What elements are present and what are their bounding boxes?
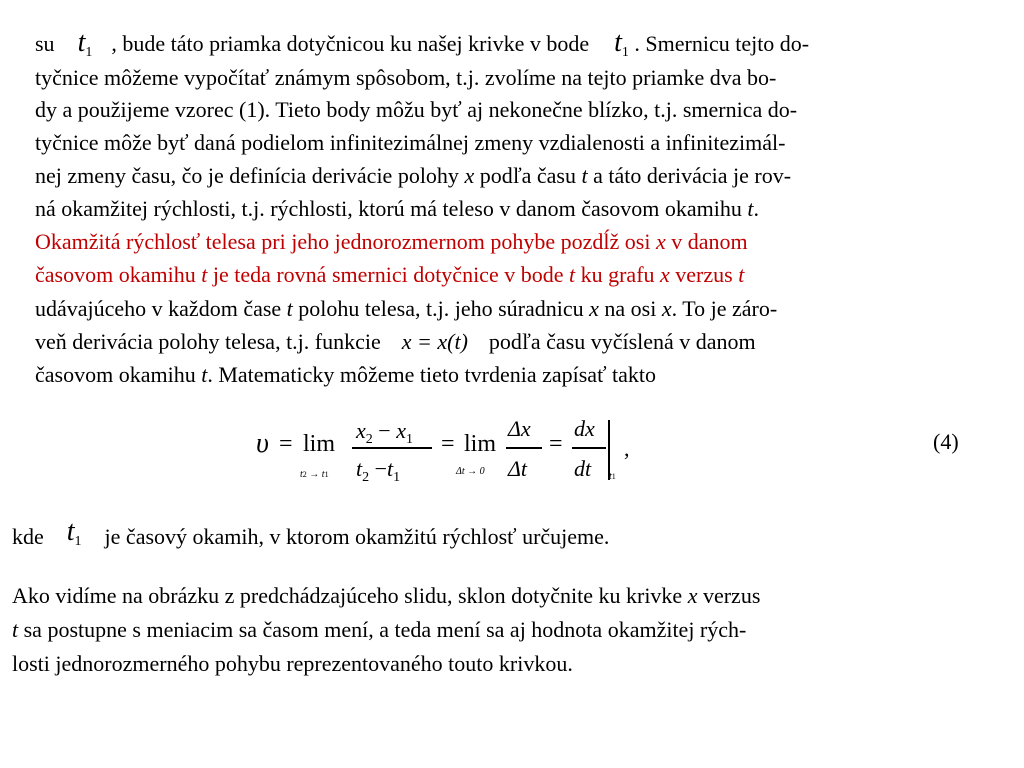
para1-line-11: časovom okamihu t. Matematicky môžeme tieto tvrdenia zapísať takto <box>35 362 656 387</box>
equation-number: (4) <box>933 429 959 454</box>
evaluation-point: t1 <box>609 471 616 482</box>
text: , bude táto priamka dotyčnicou ku našej krivke v bode <box>111 31 590 56</box>
equals-sign: = <box>279 431 293 457</box>
fraction2-numerator: Δx <box>508 416 531 441</box>
para1-line-9: udávajúceho v každom čase t polohu telesa, t.j. jeho súradnicu x na osi x. To je záro- <box>35 296 778 321</box>
fraction1-denominator: $t_2 -t_1$ <box>356 456 401 485</box>
x-equals-xt: x = x(t) <box>401 329 468 354</box>
para2-line: kde t1 je časový okamih, v ktorom okamžitú rýchlosť určujeme. <box>12 516 610 549</box>
t1-symbol: t1 <box>77 27 93 60</box>
fraction1-numerator: $x_2 - x_1$ <box>356 418 413 447</box>
fraction3-bar <box>572 447 606 449</box>
velocity-symbol: υ <box>256 428 269 459</box>
text: . Smernicu tejto do- <box>634 31 810 56</box>
lim-subscript: t2 → t1 <box>300 469 329 480</box>
para3-line-2: t sa postupne s meniacim sa časom mení, a teda mení sa aj hodnota okamžitej rých- <box>12 617 747 642</box>
para3-line-3: losti jednorozmerného pohybu reprezentovaného touto krivkou. <box>12 651 573 676</box>
fraction2-bar <box>506 447 542 449</box>
definition-line-2: časovom okamihu t je teda rovná smernici dotyčnice v bode t ku grafu x verzus t <box>35 262 745 287</box>
para1-line-10: veň derivácia polohy telesa, t.j. funkcie x = x(t) podľa času vyčíslená v danom <box>35 329 756 354</box>
para1-line-4: tyčnice môže byť daná podielom infinitezimálnej zmeny vzdialenosti a infinitezimál- <box>35 130 786 155</box>
equals-sign: = <box>549 431 563 457</box>
para1-line-2: tyčnice môžeme vypočítať známym spôsobom, t.j. zvolíme na tejto priamke dva bo- <box>35 65 777 90</box>
lim-operator: lim <box>464 431 497 457</box>
lim-subscript: Δt → 0 <box>456 466 485 477</box>
definition-line-1: Okamžitá rýchlosť telesa pri jeho jednorozmernom pohybe pozdĺž osi x v danom <box>35 229 748 254</box>
fraction2-denominator: Δt <box>508 456 528 481</box>
para1-line-5: nej zmeny času, čo je definícia derivácie polohy x podľa času t a táto derivácia je rov- <box>35 163 792 188</box>
text: su <box>35 31 55 56</box>
equation-comma: , <box>624 436 630 461</box>
t1-symbol: t1 <box>614 27 629 60</box>
para1-line-1 <box>35 27 810 61</box>
fraction3-numerator: dx <box>574 416 595 441</box>
fraction3-denominator: dt <box>574 456 592 481</box>
equals-sign: = <box>441 431 455 457</box>
para1-line-3: dy a použijeme vzorec (1). Tieto body môžu byť aj nekonečne blízko, t.j. smernica do- <box>35 97 798 122</box>
t1-symbol: t1 <box>66 516 82 549</box>
para1-line-6: ná okamžitej rýchlosti, t.j. rýchlosti, ktorú má teleso v danom časovom okamihu t. <box>35 196 760 221</box>
lim-operator: lim <box>303 431 336 457</box>
para3-line-1: Ako vidíme na obrázku z predchádzajúceho slidu, sklon dotyčnite ku krivke x verzus <box>12 583 761 608</box>
fraction1-bar <box>352 447 432 449</box>
